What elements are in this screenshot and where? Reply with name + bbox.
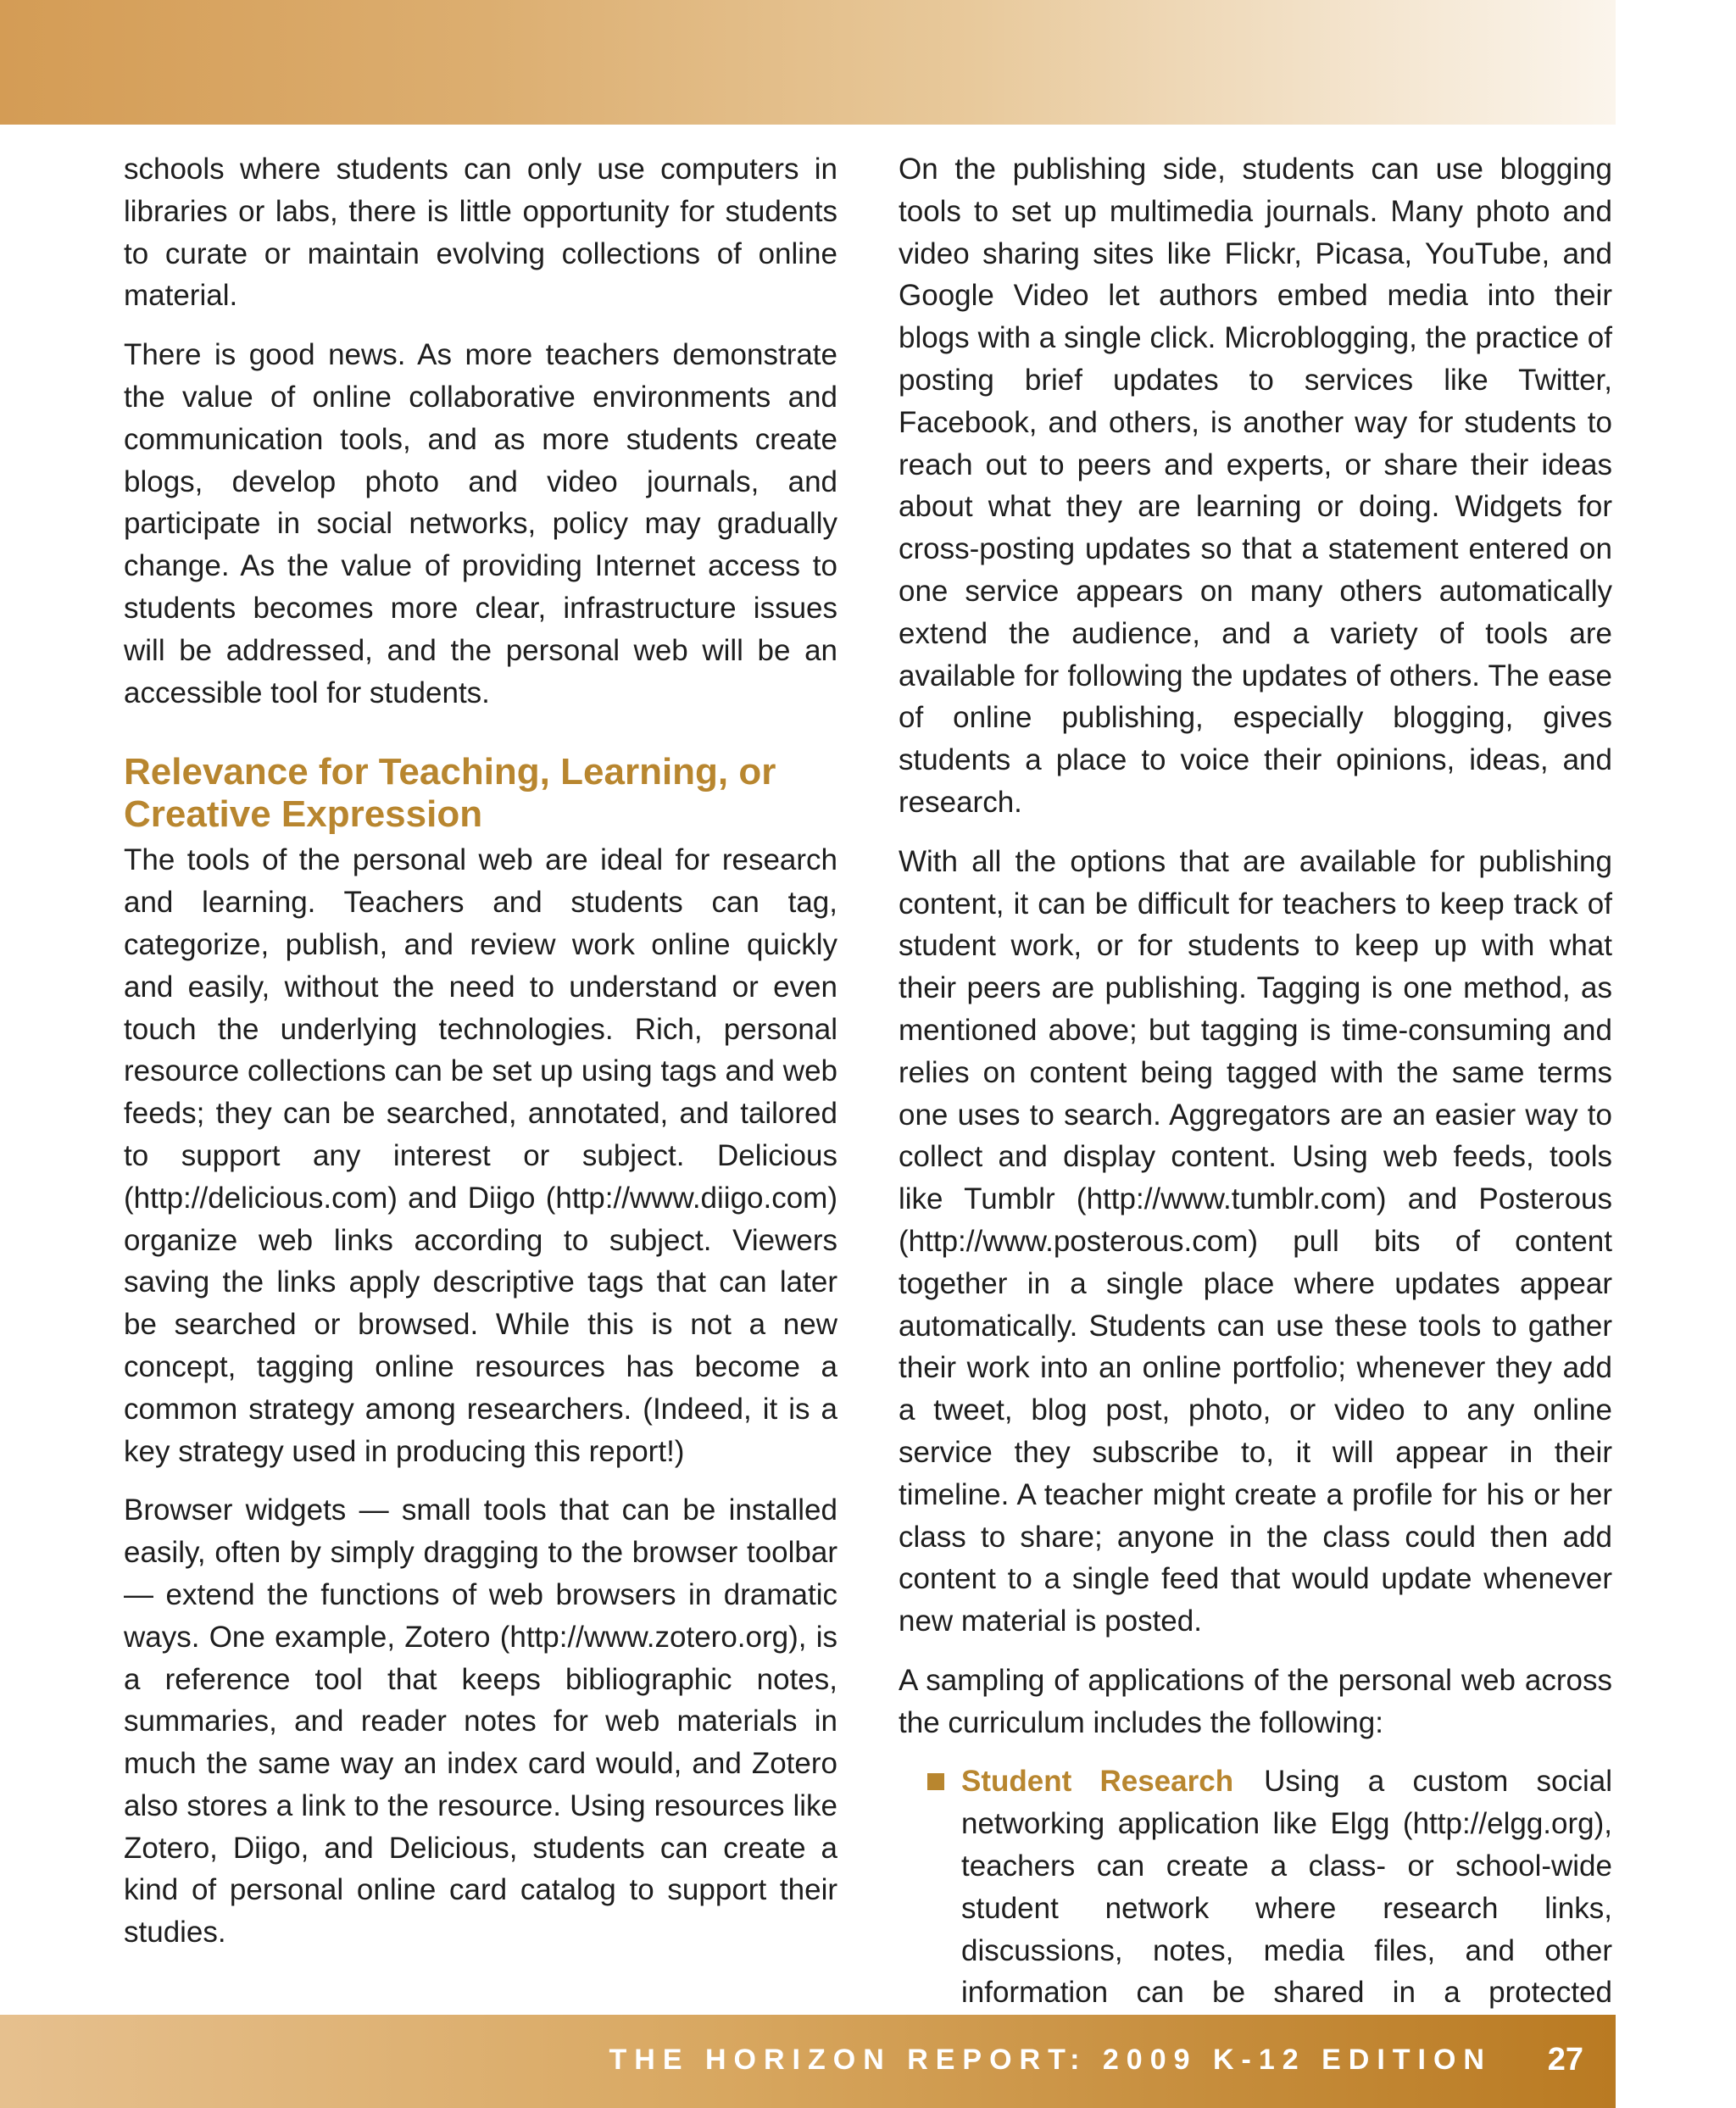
paragraph: On the publishing side, students can use blogging tools to set up multimedia journals. Many photo and video sharing sites like Flickr, Picasa, YouTube, and Google Video let authors embed media into their blogs with a single click. Microblogging, the practice of posting brief updates to services like Twitter, Facebook, and others, is another way for students to reach out to peers and experts, or share their ideas about what they are learning or doing. Widgets for cross-posting updates so that a statement entered on one service appears on many others automatically extend the audience, and a variety of tools are available for following the updates of others. The ease of online publishing, especially blogging, gives students a place to voice their opinions, ideas, and research. — [899, 153, 1612, 819]
paragraph: A sampling of applications of the personal web across the curriculum includes the following: — [899, 1663, 1612, 1739]
header-band — [0, 0, 1616, 125]
paragraph: Browser widgets — small tools that can be installed easily, often by simply dragging to the browser toolbar — extend the functions of web browsers in dramatic ways. One example, Zotero (http://www.zotero.org), is a reference tool that keeps bibliographic notes, summaries, and reader notes for web materials in much the same way an index card would, and Zotero also stores a link to the resource. Using resources like Zotero, Diigo, and Delicious, students can create a kind of personal online card catalog to support their studies. — [124, 1493, 837, 1949]
paragraph: schools where students can only use computers in libraries or labs, there is little opportunity for students to curate or maintain evolving collections of online material. — [124, 153, 837, 313]
footer-title: THE HORIZON REPORT: 2009 K-12 EDITION — [609, 2044, 1492, 2076]
footer-band — [0, 2015, 1616, 2108]
list-item-title: Student Research — [961, 1765, 1234, 1799]
right-column — [899, 148, 1612, 2056]
paragraph: With all the options that are available for publishing content, it can be difficult for teachers to keep track of student work, or for students to keep up with what their peers are publishing. Tagging is one method, as mentioned above; but tagging is time-consuming and relies on content being tagged with the same terms one uses to search. Aggregators are an easier way to collect and display content. Using web feeds, tools like Tumblr (http://www.tumblr.com) and Posterous (http://www.posterous.com) pull bits of content together in a single place where updates appear automatically. Students can use these tools to gather their work into an online portfolio; whenever they add a tweet, blog post, photo, or video to any online service they subscribe to, it will appear in their timeline. A teacher might create a profile for his or her class to share; anyone in the class could then add content to a single feed that would update whenever new material is posted. — [899, 844, 1612, 1638]
list-item-text: Using a custom social networking application like Elgg (http://elgg.org), teachers can create a class- or school-wide student network where research links, discussions, notes, media files, and other information can be shared in a protected — [961, 1765, 1612, 2010]
paragraph: There is good news. As more teachers demonstrate the value of online collaborative environments and communication tools, and as more students create blogs, develop photo and video journals, and participate in social networks, policy may gradually change. As the value of providing Internet access to students becomes more clear, infrastructure issues will be addressed, and the personal web will be an accessible tool for students. — [124, 338, 837, 709]
paragraph: The tools of the personal web are ideal for research and learning. Teachers and students can tag, categorize, publish, and review work online quickly and easily, without the need to understand or even touch the underlying technologies. Rich, personal resource collections can be set up using tags and web feeds; they can be searched, annotated, and tailored to support any interest or subject. Delicious (http://delicious.com) and Diigo (http://www.diigo.com) organize web links according to subject. Viewers saving the links apply descriptive tags that can later be searched or browsed. While this is not a new concept, tagging online resources has become a common strategy among researchers. (Indeed, it is a key strategy used in producing this report!) — [124, 843, 837, 1468]
section-heading: Relevance for Teaching, Learning, or Creative Expression — [124, 751, 776, 836]
list-item — [899, 1760, 1612, 2056]
left-column — [124, 148, 837, 1971]
page-number: 27 — [1547, 2042, 1583, 2077]
application-list — [899, 1760, 1612, 2056]
square-bullet-icon — [927, 1773, 944, 1790]
